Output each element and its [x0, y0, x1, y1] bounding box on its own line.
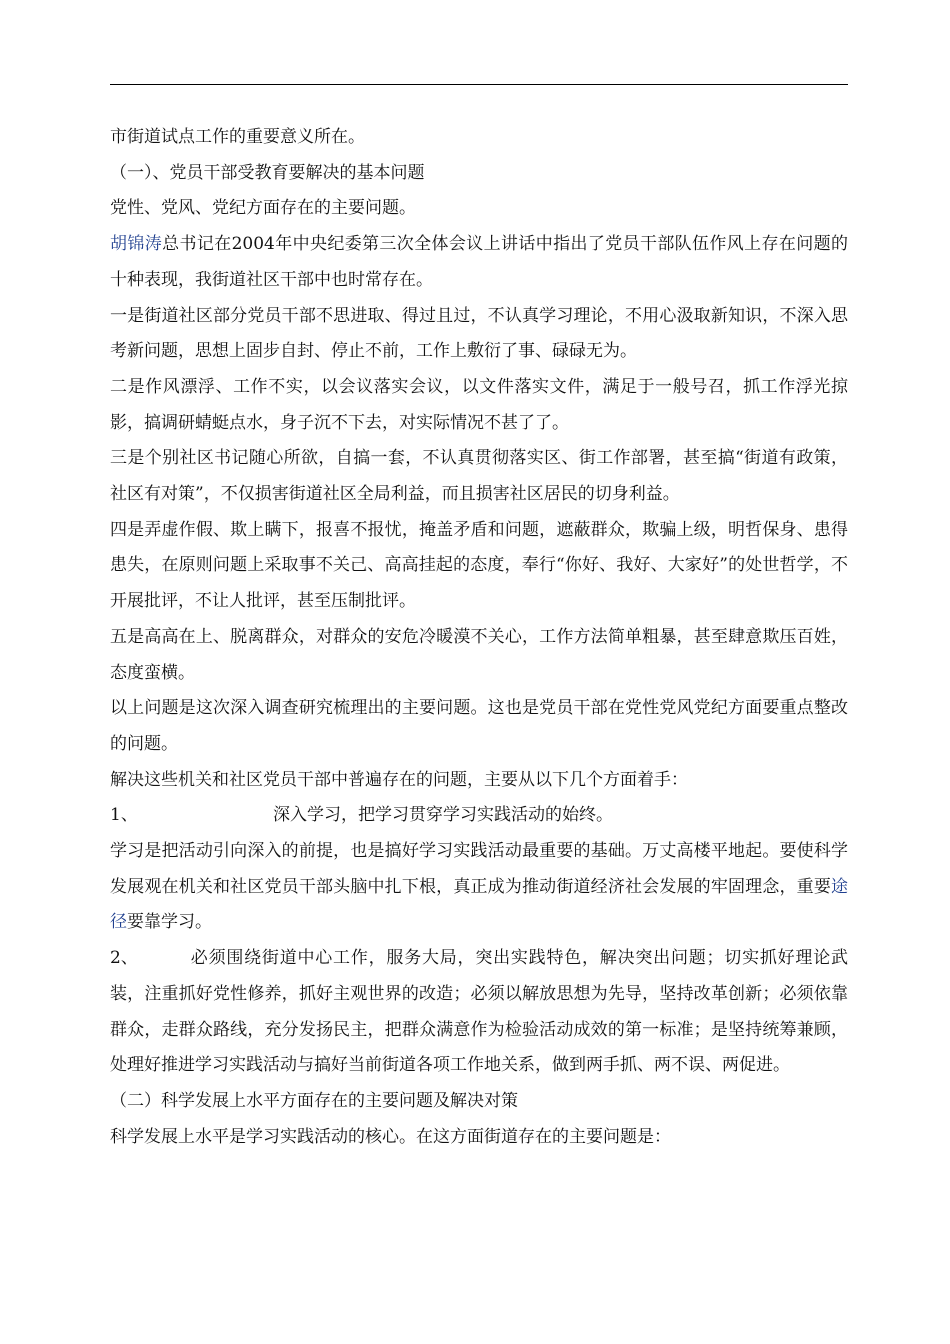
paragraph [110, 834, 848, 941]
paragraph: 科学发展上水平是学习实践活动的核心。在这方面街道存在的主要问题是： [110, 1126, 671, 1147]
path-link[interactable]: 途径 [110, 876, 848, 933]
paragraph: 以上问题是这次深入调查研究梳理出的主要问题。这也是党员干部在党性党风党纪方面要重点整改的问题。 [110, 698, 848, 754]
section-heading-1: （一）、党员干部受教育要解决的基本问题 [110, 162, 425, 183]
paragraph: 二是作风漂浮、工作不实，以会议落实会议，以文件落实文件，满足于一般号召，抓工作浮光掠影，搞调研蜻蜓点水，身子沉不下去，对实际情况不甚了了。 [110, 376, 848, 433]
header-rule [110, 84, 848, 85]
paragraph: 五是高高在上、脱离群众，对群众的安危冷暖漠不关心，工作方法简单粗暴，甚至肆意欺压百姓，态度蛮横。 [110, 626, 848, 683]
paragraph: 市街道试点工作的重要意义所在。 [110, 127, 365, 147]
paragraph: 解决这些机关和社区党员干部中普遍存在的问题，主要从以下几个方面着手： [110, 769, 688, 790]
paragraph: 党性、党风、党纪方面存在的主要问题。 [110, 198, 416, 219]
paragraph-text: 要靠学习。 [127, 912, 212, 933]
item-text: 必须围绕街道中心工作，服务大局，突出实践特色，解决突出问题；切实抓好理论武装，注重抓好党性修养，抓好主观世界的改造；必须以解放思想为先导，坚持改革创新；必须依靠群众，走群众路线，充分发扬民主，把群众满意作为检验活动成效的第一标准；是坚持统筹兼顾，处理好推进学习实践活动与搞好当前街道各项工作地关系，做到两手抓、两不误、两促进。 [110, 948, 848, 1076]
paragraph [110, 227, 848, 298]
paragraph: 三是个别社区书记随心所欲，自搞一套，不认真贯彻落实区、街工作部署，甚至搞“街道有政策，社区有对策”，不仅损害街道社区全局利益，而且损害社区居民的切身利益。 [110, 448, 848, 505]
paragraph: 一是街道社区部分党员干部不思进取、得过且过，不认真学习理论，不用心汲取新知识，不深入思考新问题，思想上固步自封、停止不前，工作上敷衍了事、碌碌无为。 [110, 305, 848, 362]
paragraph-text: 学习是把活动引向深入的前提，也是搞好学习实践活动最重要的基础。万丈高楼平地起。要使科学发展观在机关和社区党员干部头脑中扎下根，真正成为推动街道经济社会发展的牢固理念，重要 [110, 841, 848, 897]
item-text: 深入学习，把学习贯穿学习实践活动的始终。 [273, 805, 613, 826]
item-number: 1、 [110, 805, 138, 826]
name-link[interactable]: 胡锦涛 [110, 234, 163, 255]
numbered-item [110, 941, 848, 1084]
document-body [110, 120, 848, 1155]
paragraph-text: 总书记在2004年中央纪委第三次全体会议上讲话中指出了党员干部队伍作风上存在问题的十种表现，我街道社区干部中也时常存在。 [110, 234, 849, 290]
item-number: 2、 [110, 948, 138, 969]
section-heading-2: （二）科学发展上水平方面存在的主要问题及解决对策 [110, 1090, 518, 1111]
numbered-item [110, 798, 848, 834]
paragraph: 四是弄虚作假、欺上瞒下，报喜不报忧，掩盖矛盾和问题，遮蔽群众，欺骗上级，明哲保身、患得患失，在原则问题上采取事不关己、高高挂起的态度，奉行“你好、我好、大家好”的处世哲学，不开展批评，不让人批评，甚至压制批评。 [110, 519, 848, 612]
